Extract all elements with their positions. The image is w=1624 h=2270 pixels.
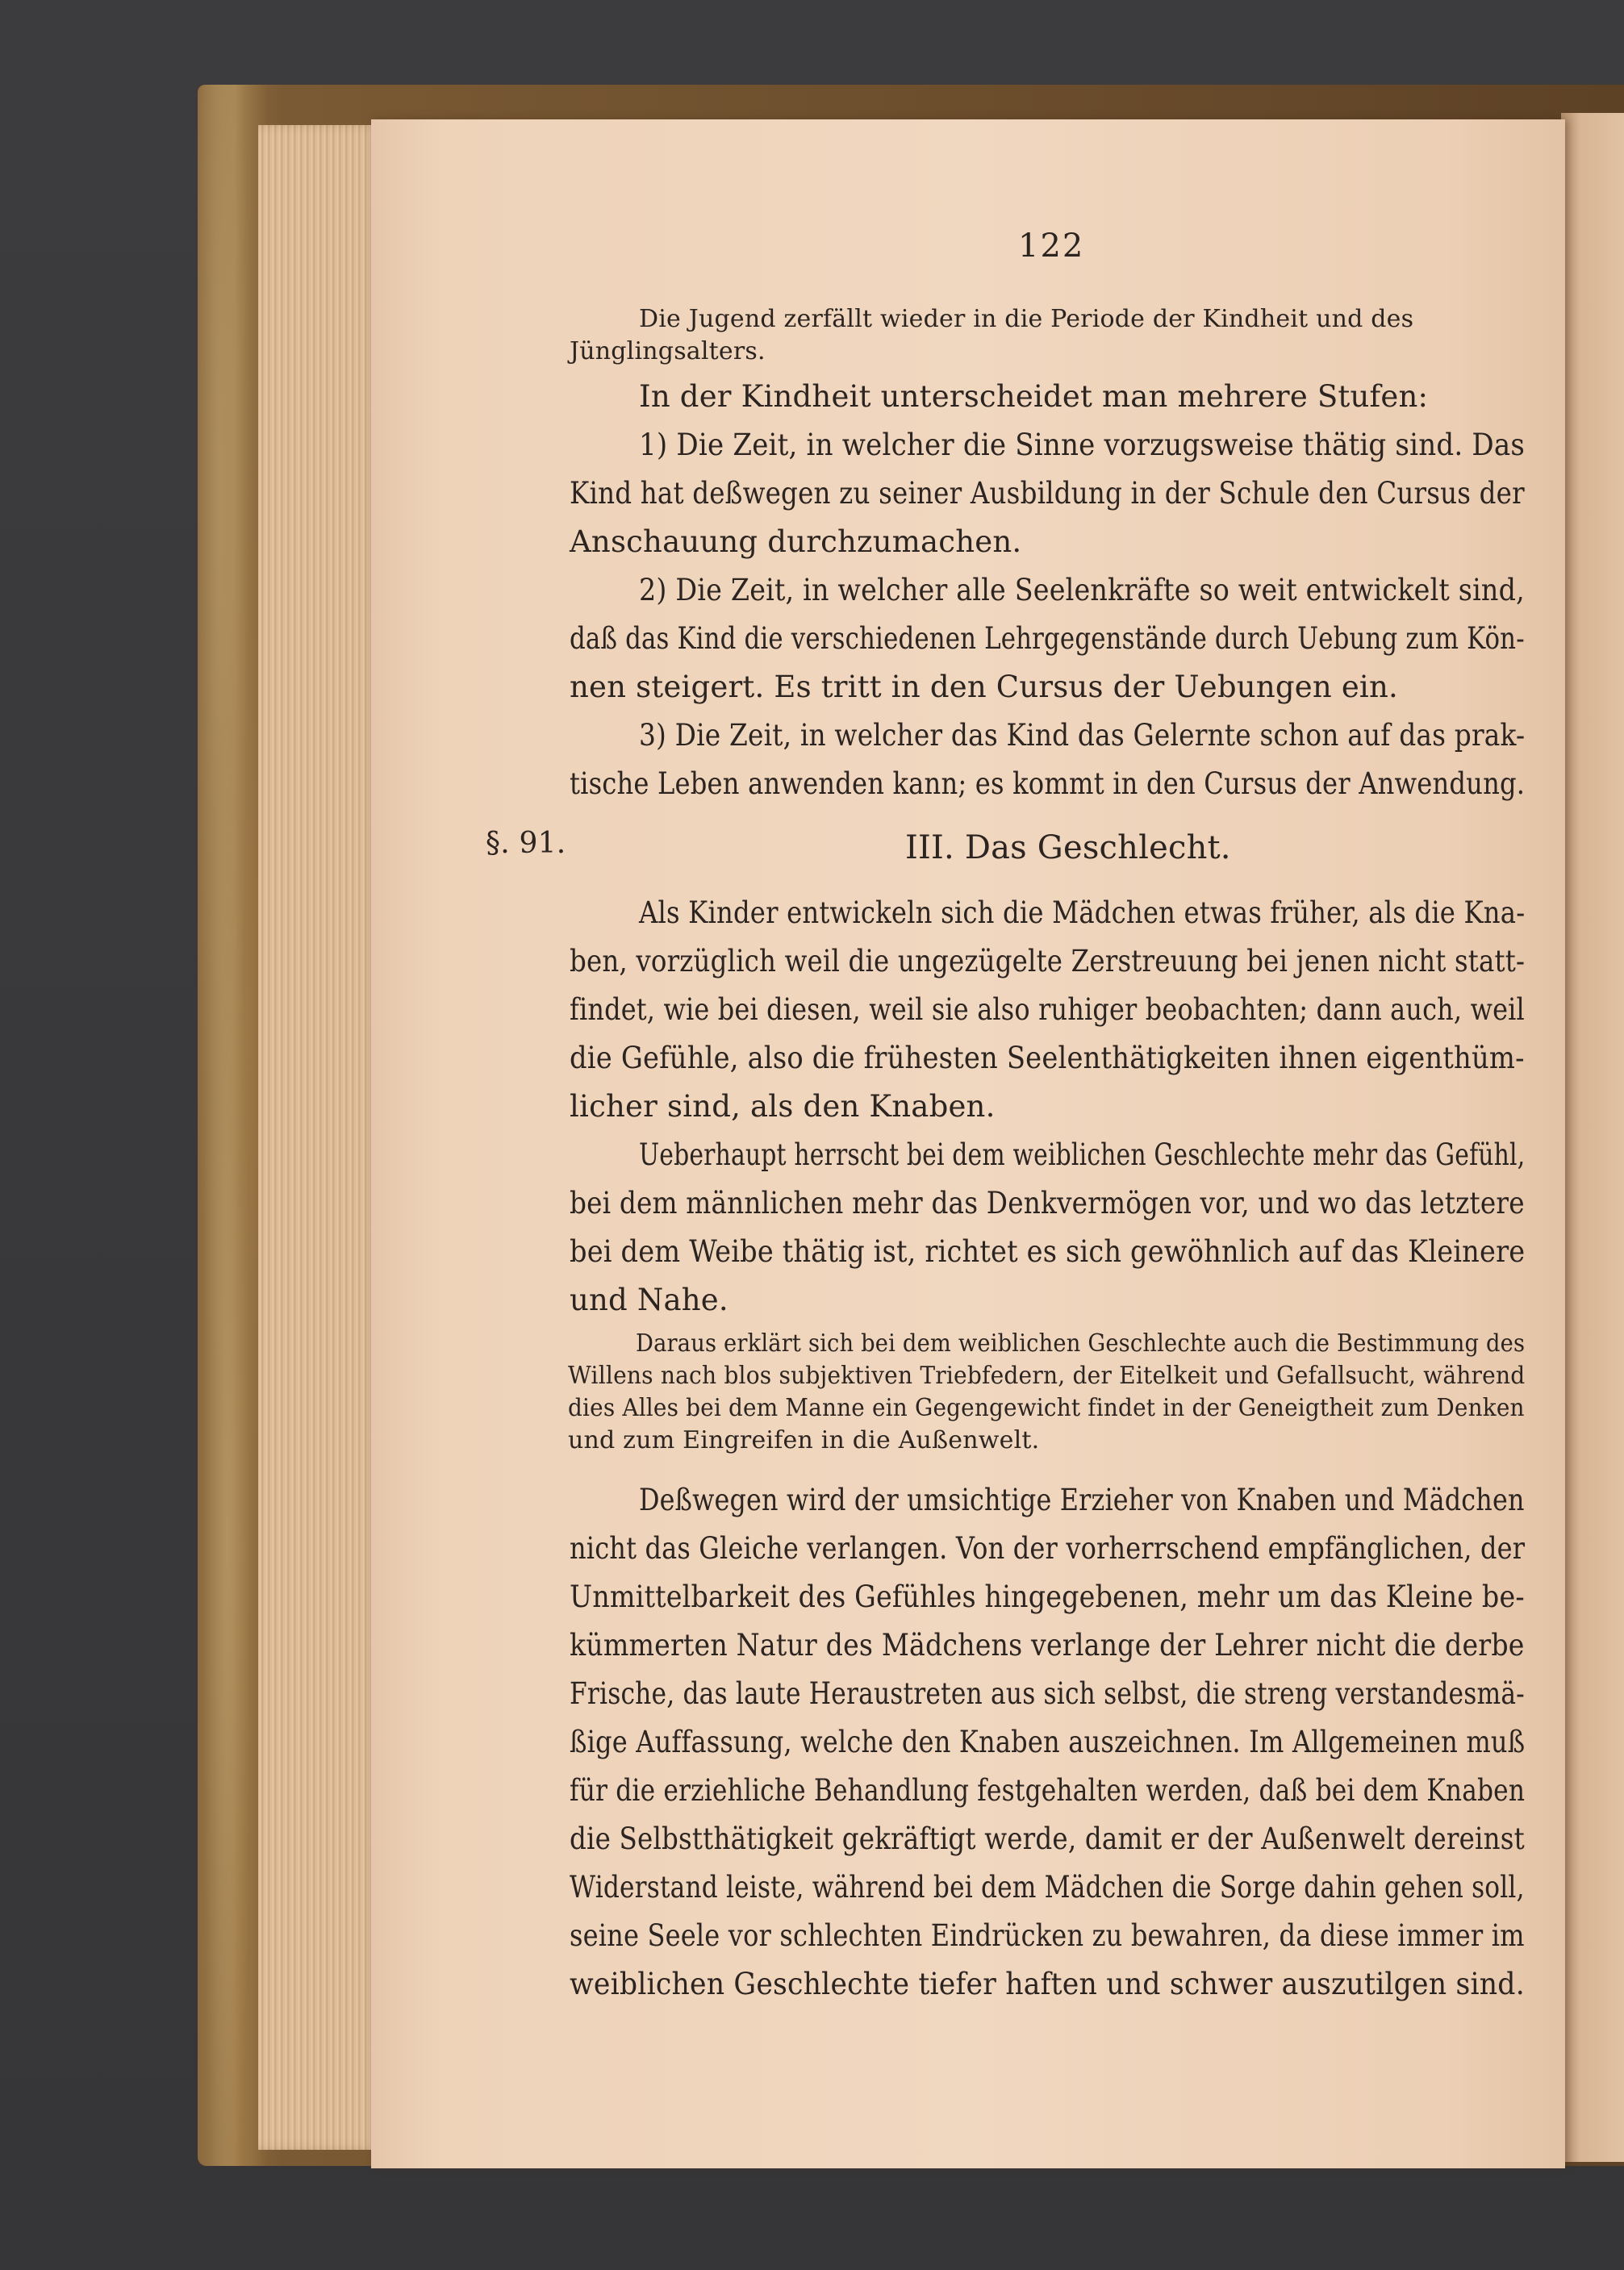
section-title: III. Das Geschlecht.	[905, 829, 1231, 866]
text-line: die Selbstthätigkeit gekräftigt werde, damit er der Außenwelt dereinst	[570, 1821, 1525, 1856]
text-line: 2) Die Zeit, in welcher alle Seelenkräfte so weit entwickelt sind,	[639, 573, 1525, 607]
text-line: licher sind, als den Knaben.	[570, 1089, 996, 1124]
text-line: ßige Auffassung, welche den Knaben auszeichnen. Im Allgemeinen muß	[570, 1725, 1526, 1759]
page-stack-edges	[258, 125, 379, 2150]
note-line: dies Alles bei dem Manne ein Gegengewicht findet in der Geneigtheit zum Denken	[568, 1394, 1525, 1422]
stages-heading: In der Kindheit unterscheidet man mehrere Stufen:	[639, 379, 1429, 414]
text-line: und Nahe.	[570, 1283, 729, 1317]
text-line: ben, vorzüglich weil die ungezügelte Zerstreuung bei jenen nicht statt-	[570, 944, 1526, 979]
note-line: Willens nach blos subjektiven Triebfedern, der Eitelkeit und Gefallsucht, während	[568, 1362, 1526, 1390]
text-line: bei dem männlichen mehr das Denkvermögen vor, und wo das letztere	[570, 1186, 1525, 1221]
intro-line: Die Jugend zerfällt wieder in die Periode der Kindheit und des	[639, 305, 1414, 333]
text-line: Frische, das laute Heraustreten aus sich selbst, die streng verstandesmä-	[570, 1676, 1525, 1711]
page-number: 122	[1018, 227, 1085, 265]
text-line: Als Kinder entwickeln sich die Mädchen etwas früher, als die Kna-	[639, 895, 1526, 930]
text-line: Deßwegen wird der umsichtige Erzieher von Knaben und Mädchen	[639, 1483, 1525, 1517]
text-line: kümmerten Natur des Mädchens verlange der Lehrer nicht die derbe	[570, 1628, 1525, 1663]
facing-page-edge	[1561, 113, 1624, 2162]
text-line: Kind hat deßwegen zu seiner Ausbildung in der Schule den Cursus der	[570, 476, 1525, 511]
note-line: und zum Eingreifen in die Außenwelt.	[568, 1426, 1040, 1454]
text-line: findet, wie bei diesen, weil sie also ruhiger beobachten; dann auch, weil	[570, 992, 1525, 1027]
text-line: Widerstand leiste, während bei dem Mädchen die Sorge dahin gehen soll,	[570, 1870, 1525, 1905]
text-line: für die erziehliche Behandlung festgehalten werden, daß bei dem Knaben	[570, 1773, 1526, 1808]
section-number: §. 91.	[486, 827, 566, 860]
intro-line: Jünglingsalters.	[570, 337, 766, 365]
text-line: Anschauung durchzumachen.	[570, 524, 1022, 559]
text-line: 1) Die Zeit, in welcher die Sinne vorzugsweise thätig sind. Das	[639, 428, 1526, 462]
text-line: tische Leben anwenden kann; es kommt in den Cursus der Anwendung.	[570, 766, 1526, 801]
text-line: 3) Die Zeit, in welcher das Kind das Gelernte schon auf das prak-	[639, 718, 1526, 753]
text-line: Unmittelbarkeit des Gefühles hingegebenen, mehr um das Kleine be-	[570, 1579, 1525, 1614]
text-line: daß das Kind die verschiedenen Lehrgegenstände durch Uebung zum Kön-	[570, 621, 1525, 656]
text-line: weiblichen Geschlechte tiefer haften und schwer auszutilgen sind.	[570, 1967, 1525, 2001]
note-line: Daraus erklärt sich bei dem weiblichen Geschlechte auch die Bestimmung des	[636, 1329, 1526, 1358]
text-line: nen steigert. Es tritt in den Cursus der Uebungen ein.	[570, 670, 1398, 704]
text-line: seine Seele vor schlechten Eindrücken zu bewahren, da diese immer im	[570, 1918, 1525, 1953]
text-line: bei dem Weibe thätig ist, richtet es sich gewöhnlich auf das Kleinere	[570, 1234, 1526, 1269]
text-line: die Gefühle, also die frühesten Seelenthätigkeiten ihnen eigenthüm-	[570, 1041, 1525, 1075]
text-line: Ueberhaupt herrscht bei dem weiblichen Geschlechte mehr das Gefühl,	[639, 1137, 1526, 1172]
text-line: nicht das Gleiche verlangen. Von der vorherrschend empfänglichen, der	[570, 1531, 1526, 1566]
